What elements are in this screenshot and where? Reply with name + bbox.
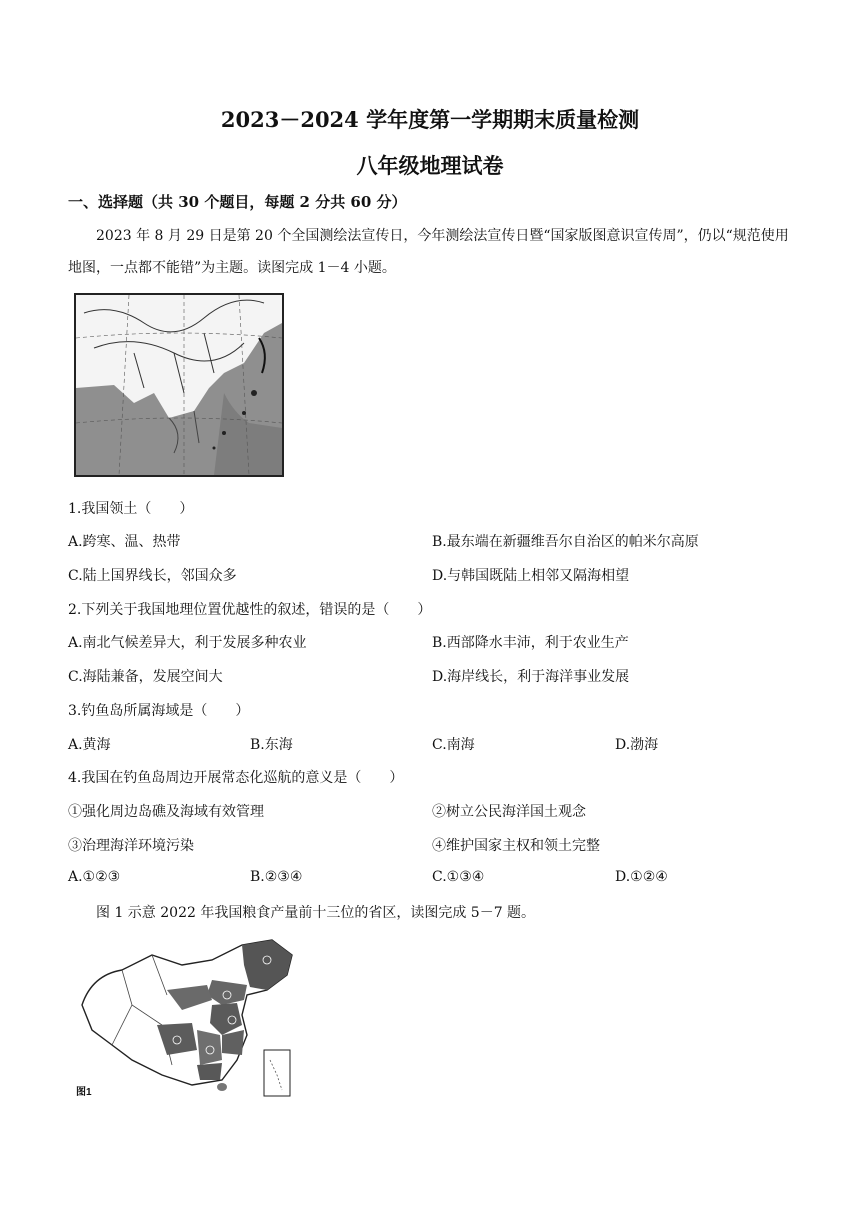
question-4-statement-3: ③治理海洋环境污染 <box>68 838 194 854</box>
question-4-option-d[interactable]: D.①②④ <box>615 869 668 885</box>
intro-paragraph-1: 2023 年 8 月 29 日是第 20 个全国测绘法宣传日，今年测绘法宣传日暨“国家版图意识宣传周”，仍以“规范使用地图，一点都不能错”为主题。读图完成 1－4 小题。 <box>68 228 789 276</box>
question-3-stem: 3.钓鱼岛所属海域是（ ） <box>68 703 250 719</box>
question-4-statement-4: ④维护国家主权和领土完整 <box>432 838 600 854</box>
question-2-option-d[interactable]: D.海岸线长，利于海洋事业发展 <box>432 669 630 685</box>
china-grain-map-image <box>72 935 300 1101</box>
section-heading: 一、选择题（共 30 个题目，每题 2 分共 60 分） <box>68 193 407 211</box>
question-4-option-c[interactable]: C.①③④ <box>432 869 485 885</box>
question-3-option-c[interactable]: C.南海 <box>432 737 475 753</box>
question-4-statement-2: ②树立公民海洋国土观念 <box>432 804 586 820</box>
question-2-option-a[interactable]: A.南北气候差异大，利于发展多种农业 <box>68 635 307 651</box>
question-3-option-d[interactable]: D.渤海 <box>615 737 659 753</box>
question-1-option-d[interactable]: D.与韩国既陆上相邻又隔海相望 <box>432 568 630 584</box>
question-3-option-a[interactable]: A.黄海 <box>68 737 111 753</box>
question-2-option-c[interactable]: C.海陆兼备，发展空间大 <box>68 669 223 685</box>
question-3-option-b[interactable]: B.东海 <box>250 737 293 753</box>
question-4-option-b[interactable]: B.②③④ <box>250 869 303 885</box>
exam-subtitle: 八年级地理试卷 <box>356 153 504 178</box>
asia-map-image <box>74 293 284 477</box>
question-2-stem: 2.下列关于我国地理位置优越性的叙述，错误的是（ ） <box>68 602 432 618</box>
question-1-stem: 1.我国领土（ ） <box>68 501 194 517</box>
question-4-statement-1: ①强化周边岛礁及海域有效管理 <box>68 804 264 820</box>
question-4-option-a[interactable]: A.①②③ <box>68 869 121 885</box>
question-4-stem: 4.我国在钓鱼岛周边开展常态化巡航的意义是（ ） <box>68 770 404 786</box>
question-1-option-a[interactable]: A.跨寒、温、热带 <box>68 534 181 550</box>
question-1-option-b[interactable]: B.最东端在新疆维吾尔自治区的帕米尔高原 <box>432 534 699 550</box>
exam-title: 2023－2024 学年度第一学期期末质量检测 <box>220 107 640 132</box>
question-2-option-b[interactable]: B.西部降水丰沛，利于农业生产 <box>432 635 629 651</box>
intro-paragraph-2: 图 1 示意 2022 年我国粮食产量前十三位的省区，读图完成 5－7 题。 <box>96 905 536 921</box>
figure-1-caption: 图1 <box>76 1087 92 1098</box>
question-1-option-c[interactable]: C.陆上国界线长，邻国众多 <box>68 568 237 584</box>
